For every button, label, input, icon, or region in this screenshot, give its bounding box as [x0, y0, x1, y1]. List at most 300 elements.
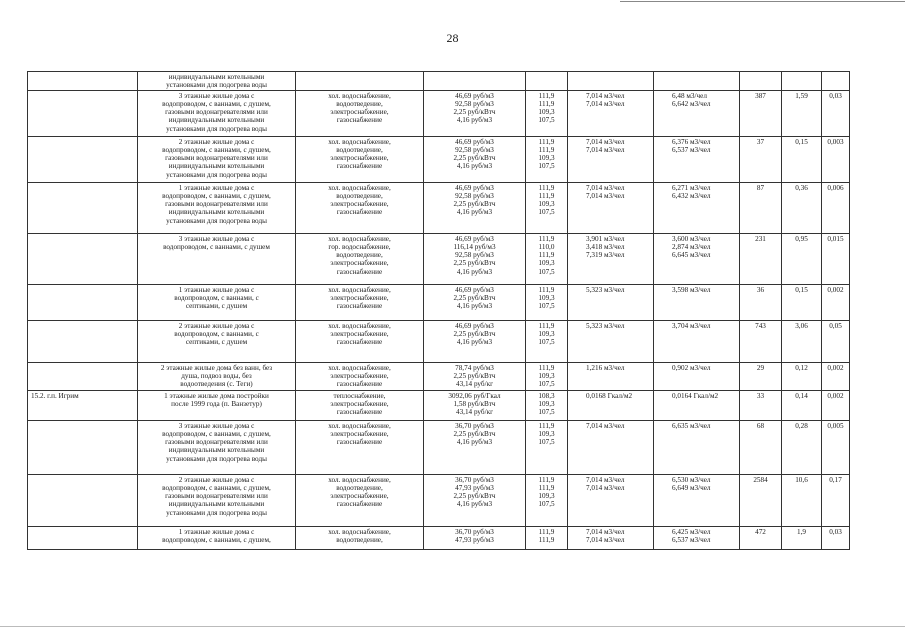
cell-line: 6,425 м3/чел	[672, 528, 711, 537]
services-cell	[296, 137, 424, 183]
cell-line: 109,3	[538, 372, 555, 381]
cell-line: хол. водоснабжение,	[328, 422, 391, 431]
cell-line: 111,9	[538, 251, 555, 260]
norm-cell	[568, 72, 654, 91]
share-small-cell	[822, 285, 850, 321]
cell-line: водопроводом, с ваннами, с душем	[163, 243, 270, 252]
index-cell	[526, 72, 568, 91]
cell-line: 4,16 руб/м3	[456, 162, 493, 171]
cell-value: 0,15	[795, 286, 808, 295]
cell-line: 111,9	[538, 476, 555, 485]
cell-line: газоснабжение	[336, 162, 383, 171]
location-cell	[28, 72, 138, 91]
housing-type-cell	[138, 391, 296, 421]
share-small-cell	[822, 527, 850, 550]
cell-line: 6,649 м3/чел	[672, 484, 711, 493]
table-row	[28, 391, 850, 421]
cell-line: 7,014 м3/чел	[586, 146, 625, 155]
cell-line: 6,537 м3/чел	[672, 536, 711, 545]
services-cell	[296, 183, 424, 234]
location-cell	[28, 183, 138, 234]
location-cell	[28, 137, 138, 183]
index-cell	[526, 183, 568, 234]
norm-cell	[568, 137, 654, 183]
cell-line: 7,014 м3/чел	[586, 192, 625, 201]
page-number: 28	[446, 31, 459, 45]
cell-line: 2,25 руб/кВтч	[453, 154, 496, 163]
location-cell	[28, 391, 138, 421]
cell-line: 6,432 м3/чел	[672, 192, 711, 201]
cell-line: установками для подогрева воды	[166, 170, 267, 179]
cell-line: электроснабжение,	[330, 200, 389, 209]
count-cell	[740, 183, 782, 234]
cell-value: 0,15	[795, 138, 808, 147]
table-row	[28, 137, 850, 183]
cell-line: 1 этажные жилые дома с	[178, 184, 255, 193]
share-cell	[782, 475, 822, 527]
cell-value: 87	[756, 184, 765, 193]
norm-alt-cell	[654, 137, 740, 183]
cell-line: 4,16 руб/м3	[456, 208, 493, 217]
tariff-table	[27, 71, 850, 550]
count-cell	[740, 72, 782, 91]
cell-line: 7,014 м3/чел	[586, 476, 625, 485]
cell-line: 6,376 м3/чел	[672, 138, 711, 147]
share-cell	[782, 321, 822, 363]
norm-cell	[568, 285, 654, 321]
norm-cell	[568, 421, 654, 475]
table-row	[28, 285, 850, 321]
cell-line: 36,70 руб/м3	[455, 422, 494, 431]
tariff-cell	[424, 137, 526, 183]
cell-line: индивидуальными котельными	[168, 208, 265, 217]
cell-line: 109,3	[538, 259, 555, 268]
cell-line: 7,014 м3/чел	[586, 100, 625, 109]
services-cell	[296, 234, 424, 285]
cell-line: 46,69 руб/м3	[455, 138, 494, 147]
cell-line: 7,014 м3/чел	[586, 528, 625, 537]
cell-line: 108,3	[538, 392, 555, 401]
share-cell	[782, 421, 822, 475]
housing-type-cell	[138, 363, 296, 391]
cell-line: 4,16 руб/м3	[456, 500, 493, 509]
cell-line: 3092,06 руб/Гкал	[448, 392, 501, 401]
cell-value: 0,28	[795, 422, 808, 431]
scan-edge-bottom	[0, 626, 905, 627]
cell-line: электроснабжение,	[330, 492, 389, 501]
housing-type-cell	[138, 475, 296, 527]
cell-line: установками для подогрева воды	[166, 81, 267, 90]
cell-line: электроснабжение,	[330, 330, 389, 339]
cell-line: 1 этажные жилые дома с	[178, 286, 255, 295]
count-cell	[740, 91, 782, 137]
cell-line: электроснабжение,	[330, 294, 389, 303]
cell-value: 743	[755, 322, 766, 331]
cell-line: 3,418 м3/чел	[586, 243, 625, 252]
cell-line: 111,9	[538, 235, 555, 244]
share-small-cell	[822, 363, 850, 391]
cell-line: водоотведение,	[336, 146, 383, 155]
cell-value: 2584	[753, 476, 768, 485]
cell-line: 116,14 руб/м3	[453, 243, 496, 252]
location-cell	[28, 475, 138, 527]
cell-value: 0,002	[827, 392, 844, 401]
cell-line: 107,5	[538, 500, 555, 509]
index-cell	[526, 363, 568, 391]
index-cell	[526, 475, 568, 527]
cell-line: 4,16 руб/м3	[456, 267, 493, 276]
cell-line: 111,9	[538, 184, 555, 193]
services-cell	[296, 321, 424, 363]
cell-value: 10,6	[795, 476, 808, 485]
cell-line: 2,874 м3/чел	[672, 243, 711, 252]
share-cell	[782, 285, 822, 321]
index-cell	[526, 421, 568, 475]
cell-line: хол. водоснабжение,	[328, 286, 391, 295]
cell-line: 2 этажные жилые дома с	[178, 138, 255, 147]
cell-line: 7,014 м3/чел	[586, 422, 625, 431]
cell-value: 33	[756, 392, 765, 401]
cell-line: 109,3	[538, 154, 555, 163]
share-cell	[782, 234, 822, 285]
cell-line: газовыми водонагревателями или	[165, 154, 268, 163]
cell-value: 0,03	[829, 528, 842, 537]
housing-type-cell	[138, 527, 296, 550]
cell-line: 4,16 руб/м3	[456, 338, 493, 347]
norm-alt-cell	[654, 91, 740, 137]
cell-line: 109,3	[538, 330, 555, 339]
cell-line: установками для подогрева воды	[166, 508, 267, 517]
cell-line: 46,69 руб/м3	[455, 322, 494, 331]
cell-line: водопроводом, с ваннами, с душем,	[162, 536, 271, 545]
cell-line: 1 этажные жилые дома постройки	[164, 392, 269, 401]
location-cell	[28, 234, 138, 285]
cell-value: 0,36	[795, 184, 808, 193]
services-cell	[296, 391, 424, 421]
table-row	[28, 91, 850, 137]
table-row	[28, 363, 850, 391]
cell-line: электроснабжение,	[330, 259, 389, 268]
cell-line: 36,70 руб/м3	[455, 476, 494, 485]
cell-value: 231	[755, 235, 766, 244]
cell-line: водопроводом, с ваннами, с душем,	[162, 484, 271, 493]
cell-line: 47,93 руб/м3	[455, 484, 494, 493]
cell-line: 107,5	[538, 302, 555, 311]
cell-line: 6,530 м3/чел	[672, 476, 711, 485]
table-row	[28, 234, 850, 285]
cell-line: 92,58 руб/м3	[455, 192, 494, 201]
services-cell	[296, 527, 424, 550]
cell-line: 110,0	[538, 243, 555, 252]
table-row	[28, 72, 850, 91]
cell-line: 3,901 м3/чел	[586, 235, 625, 244]
cell-line: газоснабжение	[336, 408, 383, 417]
cell-value: 0,002	[827, 364, 844, 373]
cell-line: 46,69 руб/м3	[455, 184, 494, 193]
cell-line: 3,704 м3/чел	[672, 322, 711, 331]
cell-line: хол. водоснабжение,	[328, 322, 391, 331]
tariff-cell	[424, 421, 526, 475]
location-cell	[28, 421, 138, 475]
cell-value: 0,95	[795, 235, 808, 244]
cell-line: 5,323 м3/чел	[586, 286, 625, 295]
norm-alt-cell	[654, 363, 740, 391]
norm-alt-cell	[654, 72, 740, 91]
housing-type-cell	[138, 285, 296, 321]
cell-line: индивидуальными котельными	[168, 162, 265, 171]
housing-type-cell	[138, 421, 296, 475]
cell-line: 111,9	[538, 286, 555, 295]
share-cell	[782, 72, 822, 91]
cell-line: индивидуальными котельными	[168, 116, 265, 125]
cell-line: хол. водоснабжение,	[328, 235, 391, 244]
cell-line: после 1999 года (п. Ванзетур)	[171, 400, 262, 409]
norm-alt-cell	[654, 285, 740, 321]
table-row	[28, 527, 850, 550]
cell-line: хол. водоснабжение,	[328, 528, 391, 537]
count-cell	[740, 391, 782, 421]
tariff-cell	[424, 234, 526, 285]
tariff-table-container	[27, 71, 849, 550]
cell-line: 4,16 руб/м3	[456, 438, 493, 447]
cell-line: 7,014 м3/чел	[586, 484, 625, 493]
table-row	[28, 475, 850, 527]
cell-line: водопроводом, с ваннами, с душем,	[162, 430, 271, 439]
cell-line: 47,93 руб/м3	[455, 536, 494, 545]
norm-cell	[568, 391, 654, 421]
cell-value: 37	[756, 138, 765, 147]
cell-line: газовыми водонагревателями или	[165, 200, 268, 209]
share-small-cell	[822, 321, 850, 363]
norm-alt-cell	[654, 421, 740, 475]
cell-value: 0,006	[827, 184, 844, 193]
share-small-cell	[822, 91, 850, 137]
cell-line: 109,3	[538, 430, 555, 439]
cell-line: 0,902 м3/чел	[672, 364, 711, 373]
cell-line: газовыми водонагревателями или	[165, 108, 268, 117]
cell-line: хол. водоснабжение,	[328, 138, 391, 147]
tariff-cell	[424, 285, 526, 321]
cell-line: 111,9	[538, 536, 555, 545]
cell-line: 46,69 руб/м3	[455, 92, 494, 101]
cell-line: 2,25 руб/кВтч	[453, 294, 496, 303]
share-small-cell	[822, 391, 850, 421]
cell-line: 3,598 м3/чел	[672, 286, 711, 295]
count-cell	[740, 137, 782, 183]
cell-line: водоотведение,	[336, 536, 383, 545]
cell-line: 2 этажные жилые дома с	[178, 476, 255, 485]
cell-value: 0,17	[829, 476, 842, 485]
cell-line: газоснабжение	[336, 116, 383, 125]
share-small-cell	[822, 421, 850, 475]
cell-line: водопроводом, с ваннами, с душем,	[162, 146, 271, 155]
norm-alt-cell	[654, 475, 740, 527]
cell-line: 3 этажные жилые дома с	[178, 235, 255, 244]
cell-line: электроснабжение,	[330, 430, 389, 439]
cell-line: 107,5	[538, 267, 555, 276]
share-small-cell	[822, 183, 850, 234]
cell-line: 111,9	[538, 146, 555, 155]
cell-line: 2,25 руб/кВтч	[453, 259, 496, 268]
cell-line: 4,16 руб/м3	[456, 302, 493, 311]
index-cell	[526, 234, 568, 285]
cell-line: 109,3	[538, 294, 555, 303]
cell-line: водопроводом, с ваннами, с	[174, 294, 259, 303]
cell-value: 0,03	[829, 92, 842, 101]
cell-line: водоотведение,	[336, 100, 383, 109]
cell-line: водоотведения (с. Теги)	[180, 380, 253, 389]
cell-value: 1,59	[795, 92, 808, 101]
tariff-cell	[424, 527, 526, 550]
location-cell	[28, 321, 138, 363]
share-cell	[782, 391, 822, 421]
tariff-cell	[424, 363, 526, 391]
cell-line: 111,9	[538, 364, 555, 373]
cell-line: газоснабжение	[336, 267, 383, 276]
cell-line: 6,48 м3/чел	[672, 92, 707, 101]
cell-line: 2,25 руб/кВтч	[453, 330, 496, 339]
services-cell	[296, 421, 424, 475]
housing-type-cell	[138, 72, 296, 91]
cell-line: 0,0164 Гкал/м2	[672, 392, 719, 401]
cell-line: 111,9	[538, 192, 555, 201]
cell-line: 6,642 м3/чел	[672, 100, 711, 109]
cell-line: газоснабжение	[336, 338, 383, 347]
cell-line: 78,74 руб/м3	[455, 364, 494, 373]
share-cell	[782, 137, 822, 183]
cell-line: 107,5	[538, 162, 555, 171]
cell-line: 3,600 м3/чел	[672, 235, 711, 244]
count-cell	[740, 285, 782, 321]
index-cell	[526, 91, 568, 137]
cell-value: 68	[756, 422, 765, 431]
cell-value: 0,05	[829, 322, 842, 331]
cell-value: 387	[755, 92, 766, 101]
cell-line: 107,5	[538, 208, 555, 217]
cell-line: газоснабжение	[336, 438, 383, 447]
cell-line: 2,25 руб/кВтч	[453, 200, 496, 209]
norm-cell	[568, 475, 654, 527]
cell-line: 2 этажные жилые дома без ванн, без	[160, 364, 273, 373]
housing-type-cell	[138, 91, 296, 137]
cell-line: электроснабжение,	[330, 154, 389, 163]
cell-value: 0,015	[827, 235, 844, 244]
cell-line: хол. водоснабжение,	[328, 364, 391, 373]
cell-line: 1,58 руб/кВтч	[453, 400, 496, 409]
cell-value: 29	[756, 364, 765, 373]
share-small-cell	[822, 72, 850, 91]
cell-line: 6,645 м3/чел	[672, 251, 711, 260]
services-cell	[296, 363, 424, 391]
cell-line: 5,323 м3/чел	[586, 322, 625, 331]
table-row	[28, 183, 850, 234]
norm-alt-cell	[654, 391, 740, 421]
services-cell	[296, 72, 424, 91]
cell-line: газоснабжение	[336, 208, 383, 217]
cell-line: 43,14 руб/кг	[455, 380, 494, 389]
index-cell	[526, 321, 568, 363]
cell-line: водопроводом, с ваннами, с	[174, 330, 259, 339]
count-cell	[740, 527, 782, 550]
services-cell	[296, 475, 424, 527]
cell-line: 92,58 руб/м3	[455, 251, 494, 260]
cell-line: 6,271 м3/чел	[672, 184, 711, 193]
cell-line: 3 этажные жилые дома с	[178, 422, 255, 431]
cell-line: электроснабжение,	[330, 372, 389, 381]
norm-cell	[568, 91, 654, 137]
count-cell	[740, 363, 782, 391]
cell-line: 109,3	[538, 200, 555, 209]
norm-cell	[568, 234, 654, 285]
cell-line: 111,9	[538, 422, 555, 431]
housing-type-cell	[138, 321, 296, 363]
cell-line: газоснабжение	[336, 500, 383, 509]
cell-value: 0,003	[827, 138, 844, 147]
cell-line: 7,319 м3/чел	[586, 251, 625, 260]
share-cell	[782, 363, 822, 391]
cell-line: 3 этажные жилые дома с	[178, 92, 255, 101]
housing-type-cell	[138, 183, 296, 234]
cell-line: установками для подогрева воды	[166, 216, 267, 225]
cell-line: хол. водоснабжение,	[328, 476, 391, 485]
share-cell	[782, 183, 822, 234]
cell-line: 92,58 руб/м3	[455, 146, 494, 155]
cell-line: 6,635 м3/чел	[672, 422, 711, 431]
cell-line: 107,5	[538, 438, 555, 447]
cell-line: 111,9	[538, 528, 555, 537]
cell-value: 36	[756, 286, 765, 295]
cell-line: 109,3	[538, 400, 555, 409]
tariff-cell	[424, 72, 526, 91]
cell-line: газоснабжение	[336, 380, 383, 389]
share-small-cell	[822, 137, 850, 183]
housing-type-cell	[138, 234, 296, 285]
cell-value: 0,12	[795, 364, 808, 373]
cell-line: 7,014 м3/чел	[586, 536, 625, 545]
cell-line: 2 этажные жилые дома с	[178, 322, 255, 331]
share-small-cell	[822, 475, 850, 527]
count-cell	[740, 321, 782, 363]
cell-line: хол. водоснабжение,	[328, 92, 391, 101]
cell-line: 46,69 руб/м3	[455, 286, 494, 295]
cell-line: индивидуальными котельными	[168, 446, 265, 455]
cell-line: 1 этажные жилые дома с	[178, 528, 255, 537]
norm-alt-cell	[654, 321, 740, 363]
cell-line: 111,9	[538, 322, 555, 331]
cell-line: 7,014 м3/чел	[586, 184, 625, 193]
cell-line: 109,3	[538, 108, 555, 117]
cell-line: водопроводом, с ваннами, с душем,	[162, 192, 271, 201]
count-cell	[740, 475, 782, 527]
norm-cell	[568, 527, 654, 550]
share-cell	[782, 91, 822, 137]
cell-value: 0,005	[827, 422, 844, 431]
cell-line: 107,5	[538, 380, 555, 389]
location-cell	[28, 363, 138, 391]
cell-line: 36,70 руб/м3	[455, 528, 494, 537]
cell-line: септиками, с душем	[185, 338, 248, 347]
cell-line: газоснабжение	[336, 302, 383, 311]
index-cell	[526, 527, 568, 550]
cell-line: 0,0168 Гкал/м2	[586, 392, 633, 401]
cell-value: 0,14	[795, 392, 808, 401]
cell-line: гор. водоснабжение,	[328, 243, 391, 252]
share-small-cell	[822, 234, 850, 285]
cell-line: 111,9	[538, 138, 555, 147]
table-row	[28, 421, 850, 475]
cell-line: 46,69 руб/м3	[455, 235, 494, 244]
location-cell	[28, 91, 138, 137]
